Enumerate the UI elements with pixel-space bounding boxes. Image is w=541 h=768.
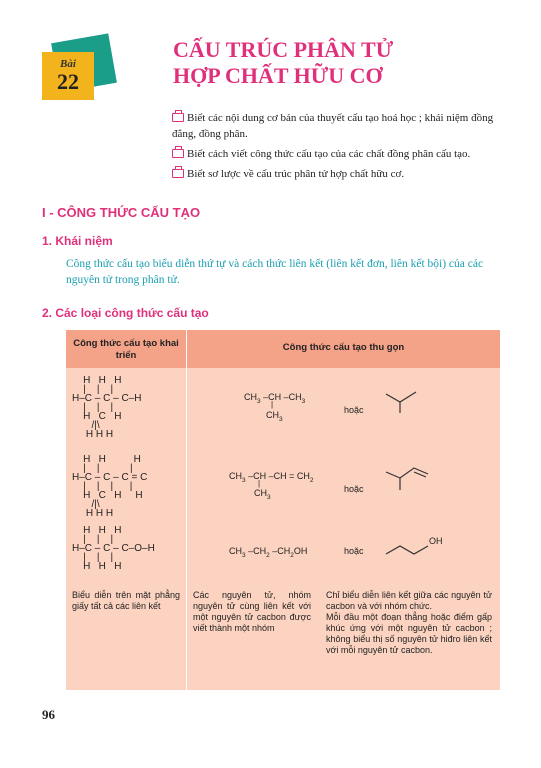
title-line-2: HỢP CHẤT HỮU CƠ — [173, 63, 383, 88]
definition-paragraph: Công thức cấu tạo biểu diễn thứ tự và cách thức liên kết (liên kết đơn, liên kết bội) của các nguyên tử trong phân tử. — [66, 258, 484, 286]
skeletal-formula-2 — [384, 462, 434, 492]
lesson-number: 22 — [57, 69, 79, 94]
condensed-branch-1: $CH_3$ — [266, 410, 283, 423]
skeletal-formula-1 — [384, 386, 420, 414]
column-header-expanded: Công thức cấu tạo khai triển — [73, 338, 179, 361]
condensed-formula-1: $CH_3$ –CH $-CH_3$ — [244, 392, 306, 405]
description-expanded: Biểu diễn trên mặt phẳng giấy tất cả các liên kết — [72, 590, 180, 611]
condensed-formula-2: $CH_3$ –CH $-CH = CH_2$ — [229, 471, 314, 484]
objective-item: Biết sơ lược về cấu trúc phân tử hợp chất hữu cơ. — [172, 166, 502, 182]
description-condensed: Các nguyên tử, nhóm nguyên tử cùng liên kết với một nguyên tử cacbon được viết thành một nhóm — [193, 590, 311, 633]
page-title — [173, 37, 393, 89]
condensed-branch-bond-2: | — [258, 479, 261, 488]
expanded-formula-1: H H H | | | H–C – C – C–H | | | H C H /|\ H H H — [72, 375, 142, 440]
lesson-label: Bài — [60, 58, 76, 70]
skeletal-oh-label: OH — [429, 536, 443, 546]
description-skeletal: Chỉ biểu diễn liên kết giữa các nguyên tử cacbon và với nhóm chức. Mỗi đầu một đoạn thẳng hoặc điểm gấp khúc ứng với một nguyên tử cacbon ; không biểu thị số nguyên tử hiđro liên kết với mỗi nguyên tử cacbon. — [326, 590, 492, 655]
expanded-formula-2: H H H | | | H–C – C – C = C | | | | H C H H /|\ H H H — [72, 454, 148, 519]
lesson-badge — [42, 52, 94, 100]
objective-item: Biết cách viết công thức cấu tạo của các chất đồng phân cấu tạo. — [172, 146, 502, 162]
or-label: hoặc — [344, 484, 364, 494]
page-number: 96 — [42, 707, 55, 722]
or-label: hoặc — [344, 405, 364, 415]
or-label: hoặc — [344, 546, 364, 556]
formula-table — [66, 330, 500, 690]
objectives-list — [172, 110, 502, 182]
column-header-condensed: Công thức cấu tạo thu gọn — [282, 342, 405, 353]
subsection-heading-2: 2. Các loại công thức cấu tạo — [42, 306, 209, 320]
expanded-formula-3: H H H | | | H–C – C – C–O–H | | | H H H — [72, 525, 155, 572]
section-heading: I - CÔNG THỨC CẤU TẠO — [42, 205, 201, 220]
objective-item: Biết các nội dung cơ bản của thuyết cấu tạo hoá học ; khái niệm đồng đẳng, đồng phân. — [172, 112, 494, 140]
subsection-heading-1: 1. Khái niệm — [42, 234, 113, 248]
folder-icon — [172, 149, 184, 158]
condensed-branch-bond-1: | — [271, 400, 274, 409]
condensed-formula-3: $CH_3$ $-CH_2$ $-CH_2OH$ — [229, 546, 308, 559]
title-line-1: CẤU TRÚC PHÂN TỬ — [173, 37, 394, 62]
table-divider — [186, 330, 187, 690]
folder-icon — [172, 169, 184, 178]
folder-icon — [172, 113, 184, 122]
condensed-branch-2: $CH_3$ — [254, 488, 271, 501]
